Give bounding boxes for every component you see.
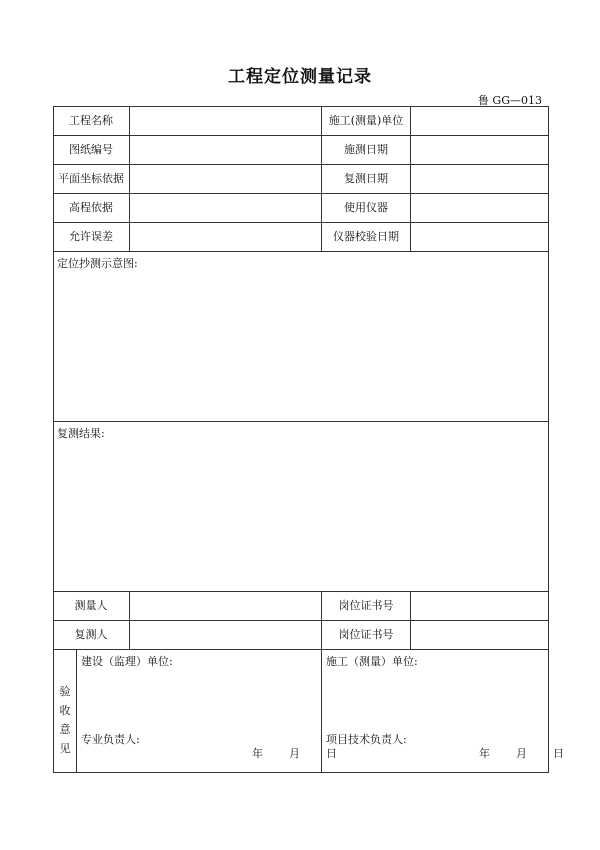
construction-sign-date bbox=[453, 745, 564, 761]
acceptance-char-4: 见 bbox=[59, 742, 71, 755]
value-recheck-date[interactable] bbox=[411, 165, 548, 193]
acceptance-char-2: 收 bbox=[59, 704, 71, 717]
date-day: 日 bbox=[553, 747, 564, 760]
value-surveyor[interactable] bbox=[130, 592, 321, 620]
sketch-area[interactable] bbox=[54, 270, 548, 420]
value-rechecker[interactable] bbox=[130, 621, 321, 649]
value-construction-unit[interactable] bbox=[411, 107, 548, 135]
date-month: 月 bbox=[289, 747, 300, 760]
form-code: 鲁 GG—013 bbox=[477, 94, 542, 107]
recheck-result-label: 复测结果: bbox=[57, 427, 105, 440]
value-calibration-date[interactable] bbox=[411, 223, 548, 251]
date-year: 年 bbox=[479, 747, 490, 760]
value-project-name[interactable] bbox=[130, 107, 321, 135]
date-year: 年 bbox=[252, 747, 263, 760]
value-surveyor-cert[interactable] bbox=[411, 592, 548, 620]
specialty-lead-label: 专业负责人: bbox=[81, 733, 140, 746]
construction-unit-label: 施工（测量）单位: bbox=[326, 655, 418, 668]
label-recheck-date: 复测日期 bbox=[344, 172, 388, 185]
page-title: 工程定位测量记录 bbox=[228, 67, 372, 87]
value-tolerance[interactable] bbox=[130, 223, 321, 251]
label-coordinate-basis: 平面坐标依据 bbox=[58, 172, 124, 185]
value-survey-date[interactable] bbox=[411, 136, 548, 164]
value-coordinate-basis[interactable] bbox=[130, 165, 321, 193]
value-drawing-number[interactable] bbox=[130, 136, 321, 164]
supervision-sign-date bbox=[226, 745, 337, 761]
label-tolerance: 允许误差 bbox=[69, 230, 113, 243]
label-drawing-number: 图纸编号 bbox=[69, 143, 113, 156]
value-rechecker-cert[interactable] bbox=[411, 621, 548, 649]
label-calibration-date: 仪器校验日期 bbox=[333, 230, 399, 243]
label-construction-unit: 施工(测量)单位 bbox=[328, 114, 404, 127]
label-instrument: 使用仪器 bbox=[344, 201, 388, 214]
label-elevation-basis: 高程依据 bbox=[69, 201, 113, 214]
sketch-area-label: 定位抄测示意图: bbox=[57, 257, 138, 270]
value-elevation-basis[interactable] bbox=[130, 194, 321, 222]
acceptance-char-3: 意 bbox=[59, 723, 71, 736]
label-surveyor-cert: 岗位证书号 bbox=[338, 599, 394, 612]
date-day: 日 bbox=[326, 747, 337, 760]
label-project-name: 工程名称 bbox=[69, 114, 113, 127]
recheck-result-area[interactable] bbox=[54, 440, 548, 590]
technical-lead-label: 项目技术负责人: bbox=[326, 733, 407, 746]
label-rechecker: 复测人 bbox=[74, 628, 108, 641]
supervision-unit-label: 建设（监理）单位: bbox=[81, 655, 173, 668]
label-survey-date: 施测日期 bbox=[344, 143, 388, 156]
date-month: 月 bbox=[516, 747, 527, 760]
acceptance-char-1: 验 bbox=[59, 685, 71, 698]
value-instrument[interactable] bbox=[411, 194, 548, 222]
label-surveyor: 测量人 bbox=[74, 599, 108, 612]
label-rechecker-cert: 岗位证书号 bbox=[338, 628, 394, 641]
